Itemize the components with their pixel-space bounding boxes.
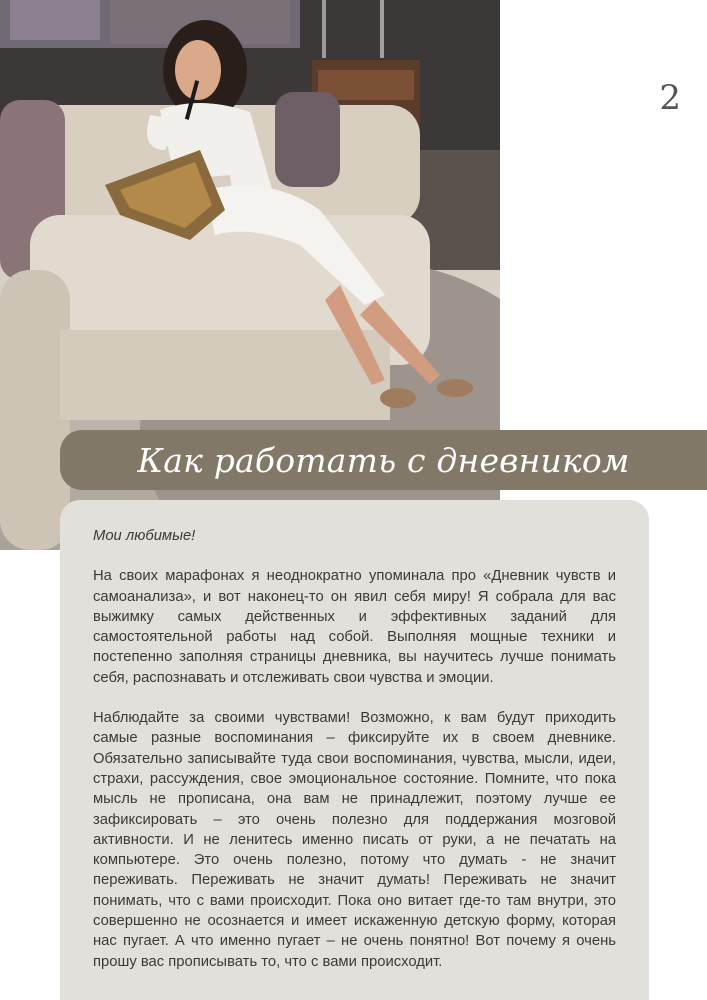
page-title: Как работать с дневником <box>137 440 630 480</box>
greeting-text: Мои любимые! <box>93 528 196 544</box>
content-card <box>60 500 649 1000</box>
page-number: 2 <box>659 78 681 118</box>
paragraph-intro: На своих марафонах я неоднократно упоминала про «Дневник чувств и самоанализа», и вот наконец-то он явил себя миру! Я собрала для вас выжимку самых действенных и эффективных заданий для самостоятельной работы над собой. Выполняя мощные техники и постепенно заполняя страницы дневника, вы научитесь лучше понимать себя, распознавать и отслеживать свои чувства и эмоции. <box>93 568 616 686</box>
paragraph-observe: Наблюдайте за своими чувствами! Возможно, к вам будут приходить самые разные воспоминания – фиксируйте их в своем дневнике. Обязательно записывайте туда свои воспоминания, чувства, мысли, идеи, страхи, рассуждения, свое эмоциональное состояние. Помните, что пока мысль не прописана, она вам не принадлежит, поэтому лучше ее зафиксировать – это очень полезно для поддержания мозговой активности. И не ленитесь именно писать от руки, а не печатать на компьютере. Это очень полезно, потому что думать - не значит переживать. Переживать не значит думать! Переживать не значит понимать, что с вами происходит. Пока оно витает где-то там внутри, это совершенно не осознается и имеет искаженную детскую форму, которая нас пугает. А что именно пугает – не очень понятно! Вот почему я очень прошу вас прописывать то, что с вами происходит. <box>93 710 616 970</box>
title-banner <box>60 430 707 490</box>
